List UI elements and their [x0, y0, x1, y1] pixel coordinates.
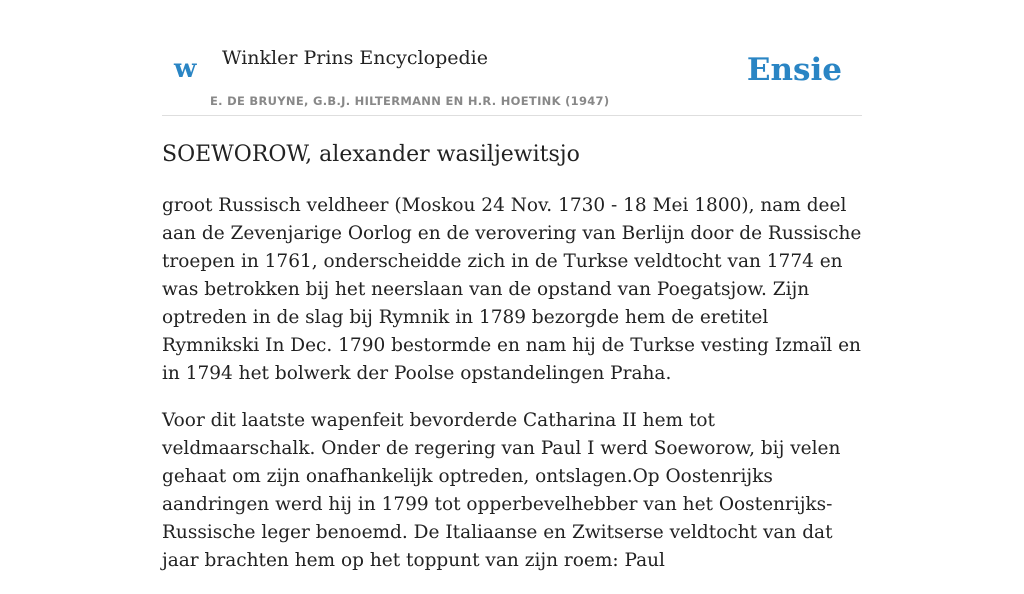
brand-logo[interactable]: Ensie — [746, 52, 842, 88]
entry-paragraph: groot Russisch veldheer (Moskou 24 Nov. 1730 - 18 Mei 1800), nam deel aan de Zevenjarige Oorlog en de verovering van Berlijn door de Russische troepen in 1761, onderscheidde zich in de Turkse veldtocht van 1774 en was betrokken bij het neerslaan van de opstand van Poegatsjow. Zijn optreden in de slag bij Rymnik in 1789 bezorgde hem de eretitel Rymnikski In Dec. 1790 bestormde en nam hij de Turkse vesting Izmaïl en in 1794 het bolwerk der Poolse opstandelingen Praha. — [162, 195, 862, 384]
source-title[interactable]: Winkler Prins Encyclopedie — [222, 47, 488, 69]
source-logo[interactable]: w — [174, 54, 197, 84]
entry-paragraph: Voor dit laatste wapenfeit bevorderde Catharina II hem tot veldmaarschalk. Onder de regering van Paul I werd Soeworow, bij velen gehaat om zijn onafhankelijk optreden, ontslagen.Op Oostenrijks aandringen werd hij in 1799 tot opperbevelhebber van het Oostenrijks-Russische leger benoemd. De Italiaanse en Zwitserse veldtocht van dat jaar brachten hem op het toppunt van zijn roem: Paul — [162, 410, 841, 571]
source-header — [162, 0, 862, 116]
entry-page — [162, 0, 862, 571]
entry-body — [162, 192, 862, 594]
entry-title: SOEWOROW, alexander wasiljewitsjo — [162, 142, 580, 167]
source-authors: E. DE BRUYNE, G.B.J. HILTERMANN EN H.R. HOETINK (1947) — [210, 94, 610, 108]
